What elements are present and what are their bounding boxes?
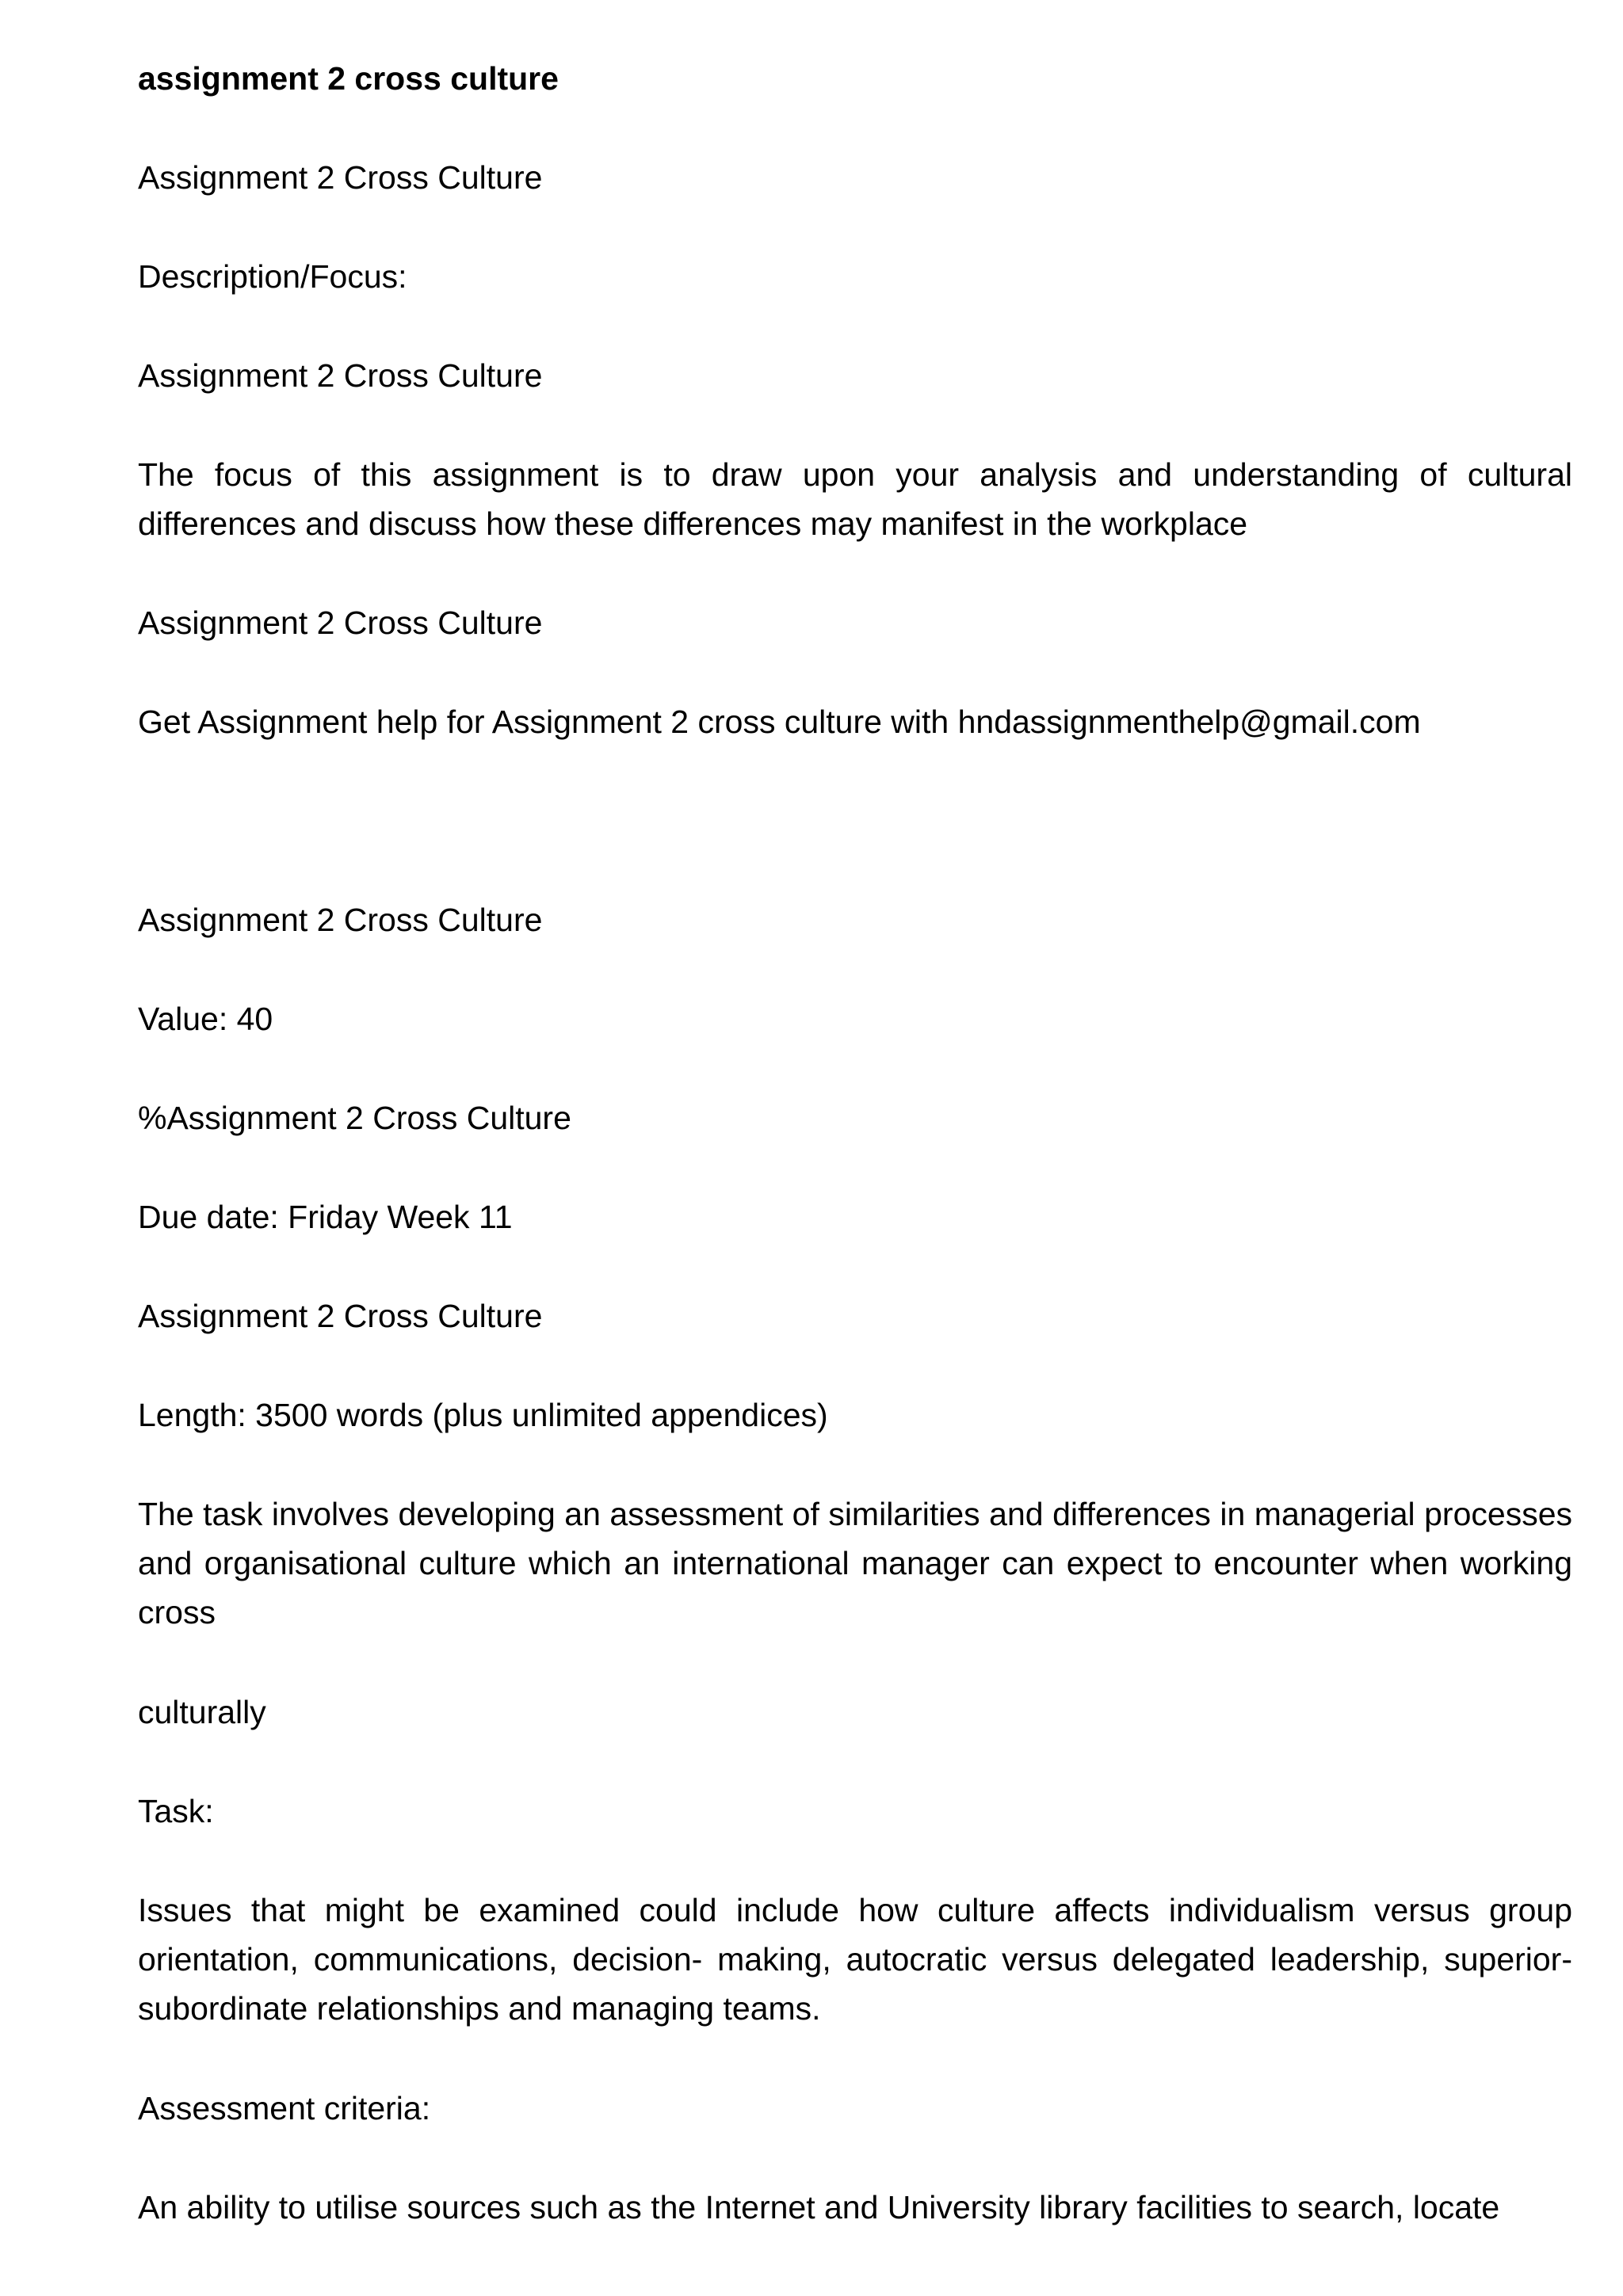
culturally-line: culturally xyxy=(138,1694,266,1730)
help-contact-line: Get Assignment help for Assignment 2 cross culture with hndassignmenthelp@gmail.com xyxy=(138,704,1421,740)
assessment-criteria-label: Assessment criteria: xyxy=(138,2090,431,2126)
issues-paragraph: Issues that might be examined could include how culture affects individualism versus group orientation, communications, decision- making, autocratic versus delegated leadership, superior-subordinate relationships and managing teams. xyxy=(138,1892,1572,2027)
heading-line: Assignment 2 Cross Culture xyxy=(138,902,543,938)
heading-line: Assignment 2 Cross Culture xyxy=(138,357,543,394)
length-line: Length: 3500 words (plus unlimited appendices) xyxy=(138,1397,828,1433)
value-line: Value: 40 xyxy=(138,1001,273,1037)
heading-line: Assignment 2 Cross Culture xyxy=(138,1298,543,1334)
description-focus-label: Description/Focus: xyxy=(138,258,407,295)
heading-line: %Assignment 2 Cross Culture xyxy=(138,1100,571,1136)
due-date-line: Due date: Friday Week 11 xyxy=(138,1199,513,1235)
criteria-paragraph: An ability to utilise sources such as the Internet and University library facilities to search, locate xyxy=(138,2189,1500,2225)
heading-line: Assignment 2 Cross Culture xyxy=(138,159,543,196)
document-title: assignment 2 cross culture xyxy=(138,60,559,97)
focus-paragraph: The focus of this assignment is to draw upon your analysis and understanding of cultural differences and discuss how these differences may manifest in the workplace xyxy=(138,456,1572,542)
task-label: Task: xyxy=(138,1793,214,1829)
heading-line: Assignment 2 Cross Culture xyxy=(138,605,543,641)
task-description-paragraph: The task involves developing an assessment of similarities and differences in managerial processes and organisational culture which an international manager can expect to encounter when working cross xyxy=(138,1496,1572,1630)
